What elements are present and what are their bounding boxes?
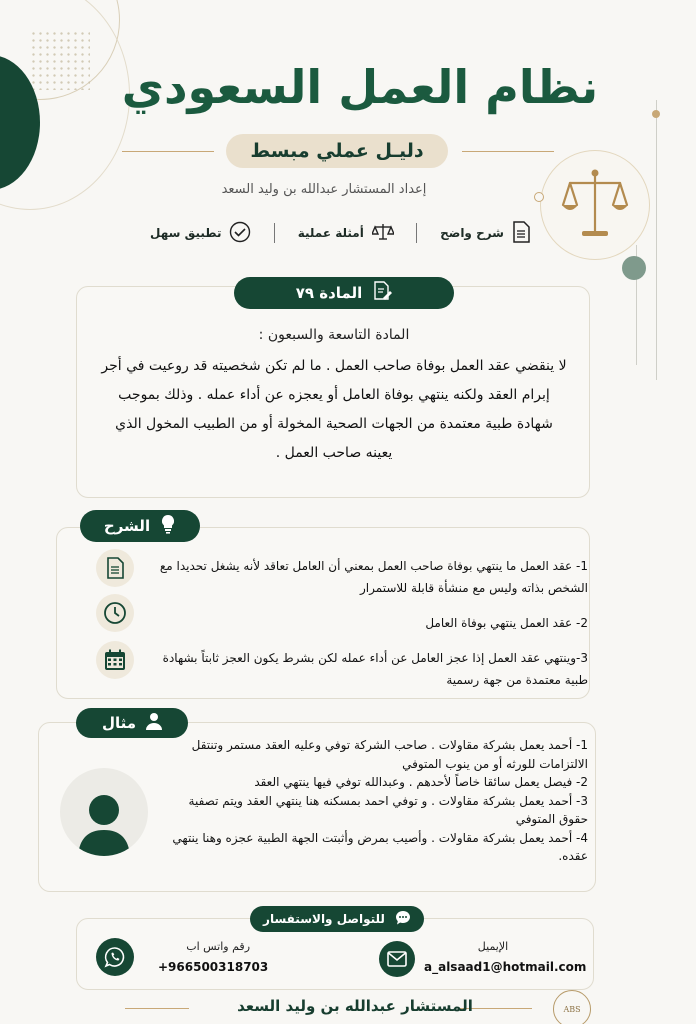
explanation-item: 2- عقد العمل ينتهي بوفاة العامل — [425, 616, 588, 630]
abs-logo — [553, 990, 591, 1024]
scales-of-justice-emblem — [540, 150, 650, 260]
article-badge — [234, 277, 454, 309]
avatar — [60, 768, 148, 856]
feature-practical-examples — [298, 222, 394, 245]
feature-list — [150, 220, 530, 246]
example-item: 1- أحمد يعمل بشركة مقاولات . صاحب الشركة توفي وعليه العقد مستمر وتنتقل الالتزامات للورثه أو من ينوب المتوفي — [191, 738, 588, 771]
subtitle: دليـل عملي مبسط — [226, 134, 448, 168]
edit-document-icon — [372, 281, 392, 305]
whatsapp-number[interactable]: +966500318703 — [158, 960, 269, 974]
decorative-dot — [622, 256, 646, 280]
user-icon — [74, 786, 134, 856]
decorative-dots — [30, 30, 90, 90]
email-block — [423, 940, 563, 953]
footer-name: المستشار عبدالله بن وليد السعد — [237, 997, 473, 1015]
divider — [125, 1008, 189, 1009]
divider — [416, 223, 417, 243]
chat-icon — [395, 910, 411, 929]
decorative-dot — [652, 110, 660, 118]
feature-label: شرح واضح — [440, 226, 504, 240]
feature-clear-explanation — [440, 221, 530, 246]
whatsapp-icon[interactable] — [96, 938, 134, 976]
document-icon — [96, 549, 134, 587]
example-list — [168, 736, 588, 866]
explanation-item: 3-وينتهي عقد العمل إذا عجز العامل عن أداء عمله لكن بشرط يكون العجز ثابتاً بشهادة طبية معتمدة من جهة رسمية — [162, 651, 588, 687]
example-item: 4- أحمد يعمل بشركة مقاولات . وأصيب بمرض وأثبتت الجهة الطبية عجزه وهنا ينتهي عقده. — [172, 830, 588, 863]
email-label: الإيميل — [477, 940, 509, 953]
whatsapp-block — [150, 940, 250, 953]
article-body: لا ينقضي عقد العمل بوفاة صاحب العمل . ما لم تكن شخصيته قد روعيت في أجر إبرام العقد ولكنه ينتهي بوفاة العامل أو يعجزه عن أداء عمله . وذلك بموجب شهادة طبية معتمدة من الجهات الصحية المخولة أو من الطبيب المخول الذي يعينه صاحب العمل . — [101, 358, 567, 461]
scales-icon — [560, 165, 630, 245]
example-item: 3- أحمد يعمل بشركة مقاولات . و توفي احمد بمسكنه هنا ينتهي العقد ويتم تصفية حقوق المتوفي — [188, 793, 588, 826]
explanation-badge-label: الشرح — [103, 517, 151, 535]
whatsapp-label: رقم واتس اب — [186, 940, 250, 953]
clock-icon — [96, 594, 134, 632]
divider — [122, 151, 214, 152]
divider — [462, 151, 554, 152]
scales-icon — [372, 222, 394, 245]
divider — [274, 223, 275, 243]
document-icon — [512, 221, 530, 246]
article-heading: المادة التاسعة والسبعون : — [258, 327, 410, 343]
lightbulb-icon — [160, 514, 176, 538]
page-title: نظام العمل السعودي — [121, 60, 599, 114]
feature-label: تطبيق سهل — [150, 226, 222, 240]
contact-badge — [250, 906, 424, 932]
check-circle-icon — [229, 221, 251, 246]
article-badge-label: المادة ٧٩ — [295, 284, 363, 302]
email-address[interactable]: a_alsaad1@hotmail.com — [424, 960, 587, 974]
feature-easy-application — [150, 221, 251, 246]
user-icon — [146, 712, 162, 734]
calendar-icon — [96, 641, 134, 679]
email-icon[interactable] — [379, 941, 415, 977]
explanation-item: 1- عقد العمل ما ينتهي بوفاة صاحب العمل بمعني أن العامل تعاقد لأنه يشغل تحديدا مع الشخص بذاته وليس مع منشأة قابلة للاستمرار — [159, 559, 588, 595]
logo-text: ABS — [563, 1004, 581, 1014]
author-credit: إعداد المستشار عبدالله بن وليد السعد — [221, 182, 427, 197]
example-badge-label: مثال — [101, 714, 137, 732]
example-item: 2- فيصل يعمل سائقا خاصاً لأحدهم . وعبدالله توفي فيها ينتهي العقد — [254, 775, 588, 789]
decorative-dot — [534, 192, 544, 202]
contact-badge-label: للتواصل والاستفسار — [263, 912, 385, 926]
example-badge — [76, 708, 188, 738]
explanation-badge — [80, 510, 200, 542]
decorative-line — [656, 100, 657, 380]
feature-label: أمثلة عملية — [297, 226, 364, 240]
